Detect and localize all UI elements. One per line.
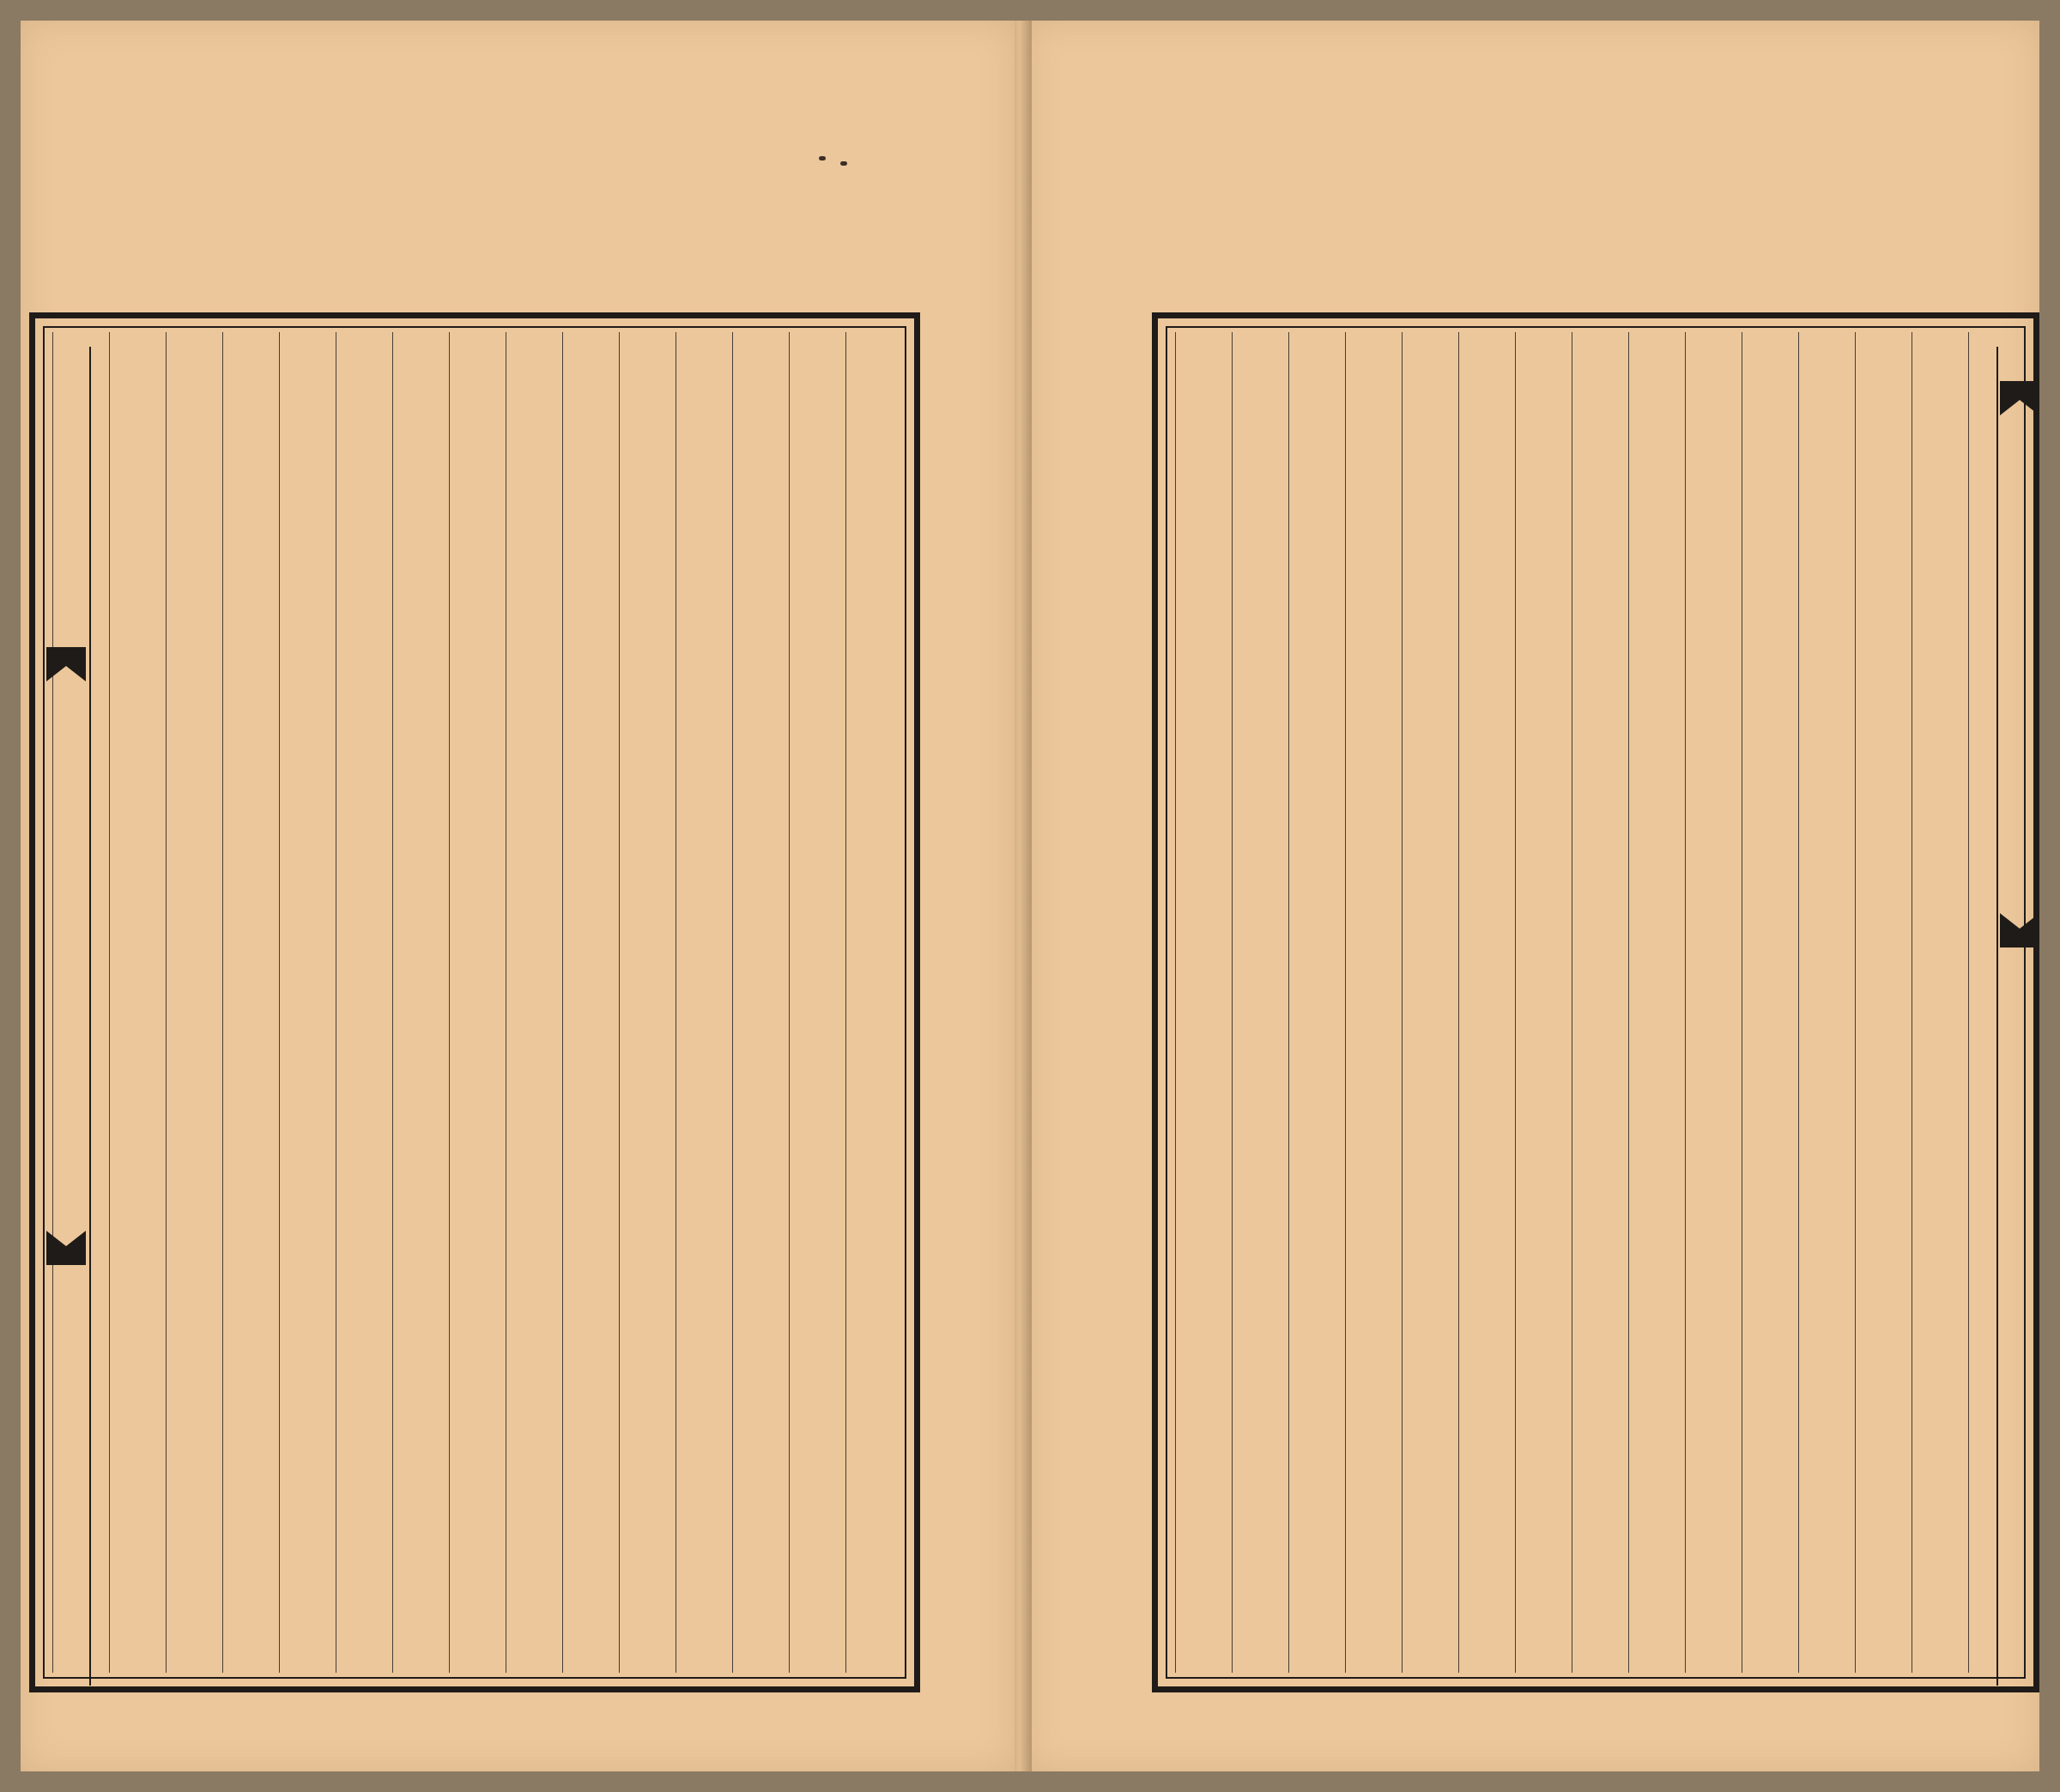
column-rule [1175, 332, 1176, 1673]
left-page-frame [29, 312, 920, 1692]
left-page [21, 21, 1015, 1771]
left-margin-strip [89, 347, 91, 1686]
right-margin-strip [1996, 347, 1998, 1686]
column-rule [845, 332, 846, 1673]
right-page-frame [1152, 312, 2039, 1692]
column-rule [1968, 332, 1969, 1673]
column-rule [52, 332, 53, 1673]
ink-speck [819, 156, 826, 160]
column-rule [1458, 332, 1459, 1673]
column-rule [1628, 332, 1629, 1673]
column-rule [789, 332, 790, 1673]
column-rule [1855, 332, 1856, 1673]
column-rule [449, 332, 450, 1673]
column-rule [1798, 332, 1799, 1673]
ink-speck [840, 161, 847, 166]
column-rule [1345, 332, 1346, 1673]
column-rule [732, 332, 733, 1673]
column-rule [392, 332, 393, 1673]
column-rule [562, 332, 563, 1673]
column-rule [222, 332, 223, 1673]
column-rule [1402, 332, 1403, 1673]
column-rule [279, 332, 280, 1673]
column-rule [1515, 332, 1516, 1673]
right-page-inner-border [1166, 326, 2026, 1679]
column-rule [166, 332, 167, 1673]
column-rule [1288, 332, 1289, 1673]
column-rule [1685, 332, 1686, 1673]
column-rule [109, 332, 110, 1673]
column-rule [619, 332, 620, 1673]
right-page [1027, 21, 2039, 1771]
column-rule [1232, 332, 1233, 1673]
left-page-inner-border [43, 326, 906, 1679]
